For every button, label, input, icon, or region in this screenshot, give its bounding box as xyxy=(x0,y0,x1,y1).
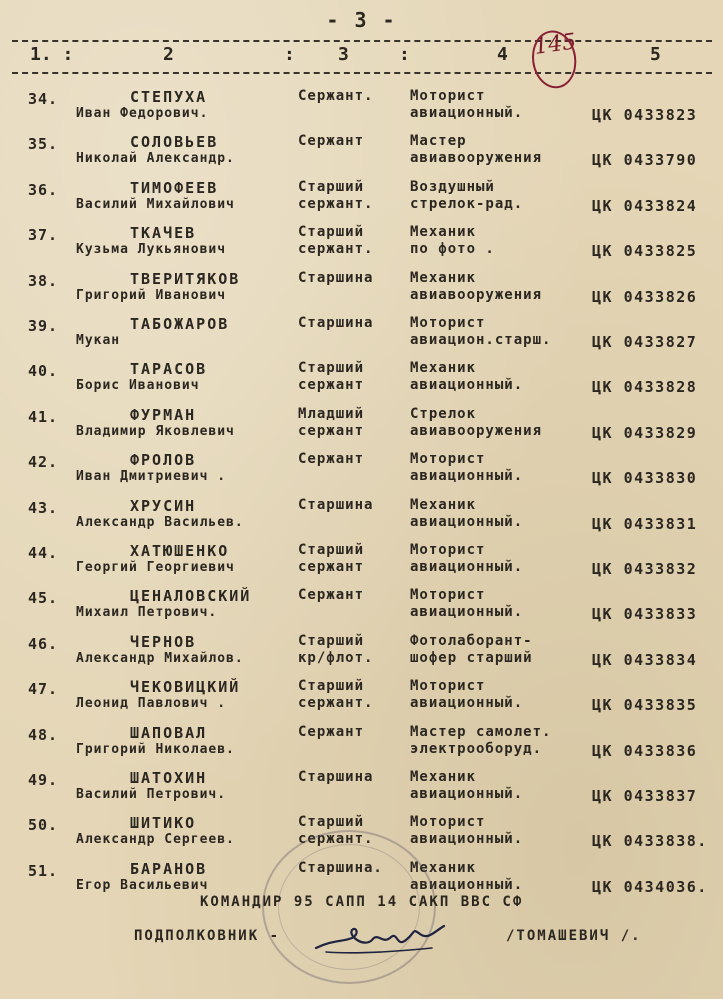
surname: ТИМОФЕЕВ xyxy=(130,179,219,197)
row-number: 40. xyxy=(28,362,59,380)
given-name: Егор Васильевич xyxy=(76,878,209,893)
archive-number-mark xyxy=(533,29,582,86)
card-number: ЦК 0433836 xyxy=(592,742,698,760)
card-number: ЦК 0433829 xyxy=(592,424,698,442)
position: Моторист авиацион.старш. xyxy=(410,315,552,348)
surname: ХАТЮШЕНКО xyxy=(130,542,230,560)
given-name: Михаил Петрович. xyxy=(76,605,218,620)
position: Механик авиационный. xyxy=(410,360,524,393)
surname: ШАТОХИН xyxy=(130,769,208,787)
row-number: 49. xyxy=(28,771,59,789)
surname: СТЕПУХА xyxy=(130,88,208,106)
row-number: 44. xyxy=(28,544,59,562)
position: Моторист авиационный. xyxy=(410,587,524,620)
handwritten-signature xyxy=(312,918,452,960)
given-name: Иван Федорович. xyxy=(76,106,209,121)
military-rank: Старшина xyxy=(298,315,374,331)
commander-line: КОМАНДИР 95 САПП 14 САКП ВВС СФ xyxy=(200,894,524,910)
given-name: Григорий Николаев. xyxy=(76,742,235,757)
table-row xyxy=(0,179,723,223)
column-header-sep-2: : xyxy=(399,44,410,65)
card-number: ЦК 0433827 xyxy=(592,333,698,351)
card-number: ЦК 0433830 xyxy=(592,469,698,487)
given-name: Александр Васильев. xyxy=(76,515,244,530)
given-name: Григорий Иванович xyxy=(76,288,227,303)
card-number: ЦК 0433832 xyxy=(592,560,698,578)
given-name: Александр Михайлов. xyxy=(76,651,244,666)
given-name: Иван Дмитриевич . xyxy=(76,469,227,484)
given-name: Василий Михайлович xyxy=(76,197,235,212)
position: Мастер самолет. электрооборуд. xyxy=(410,724,552,757)
table-row xyxy=(0,678,723,722)
surname: ФУРМАН xyxy=(130,406,197,424)
position: Моторист авиационный. xyxy=(410,678,524,711)
card-number: ЦК 0433833 xyxy=(592,605,698,623)
table-row xyxy=(0,406,723,450)
given-name: Владимир Яковлевич xyxy=(76,424,235,439)
position: Моторист авиационный. xyxy=(410,88,524,121)
surname: ШИТИКО xyxy=(130,814,197,832)
position: Стрелок авиавооружения xyxy=(410,406,543,439)
row-number: 51. xyxy=(28,862,59,880)
surname: ШАПОВАЛ xyxy=(130,724,208,742)
military-rank: Старшина xyxy=(298,769,374,785)
surname: ХРУСИН xyxy=(130,497,197,515)
row-number: 46. xyxy=(28,635,59,653)
given-name: Георгий Георгиевич xyxy=(76,560,235,575)
header-rule-top xyxy=(12,40,712,42)
row-number: 34. xyxy=(28,90,59,108)
surname: ФРОЛОВ xyxy=(130,451,197,469)
row-number: 50. xyxy=(28,816,59,834)
card-number: ЦК 0433790 xyxy=(592,151,698,169)
surname: ТВЕРИТЯКОВ xyxy=(130,270,241,288)
surname: ТАРАСОВ xyxy=(130,360,208,378)
row-number: 35. xyxy=(28,135,59,153)
card-number: ЦК 0433826 xyxy=(592,288,698,306)
military-rank: Старшина xyxy=(298,270,374,286)
column-header-sep: : xyxy=(284,44,295,65)
surname: ТАБОЖАРОВ xyxy=(130,315,230,333)
card-number: ЦК 0433837 xyxy=(592,787,698,805)
row-number: 37. xyxy=(28,226,59,244)
given-name: Леонид Павлович . xyxy=(76,696,227,711)
given-name: Кузьма Лукьянович xyxy=(76,242,227,257)
table-row xyxy=(0,497,723,541)
position: Моторист авиационный. xyxy=(410,542,524,575)
commander-rank: ПОДПОЛКОВНИК - xyxy=(134,928,281,944)
table-row xyxy=(0,724,723,768)
surname: ЧЕКОВИЦКИЙ xyxy=(130,678,241,696)
table-row xyxy=(0,224,723,268)
given-name: Василий Петрович. xyxy=(76,787,227,802)
row-number: 42. xyxy=(28,453,59,471)
card-number: ЦК 0433824 xyxy=(592,197,698,215)
military-rank: Старшина. xyxy=(298,860,383,876)
position: Моторист авиационный. xyxy=(410,451,524,484)
card-number: ЦК 0433828 xyxy=(592,378,698,396)
position: Механик по фото . xyxy=(410,224,495,257)
table-row xyxy=(0,133,723,177)
page-number: - 3 - xyxy=(326,8,397,32)
military-rank: Старший сержант. xyxy=(298,678,374,711)
position: Механик авиационный. xyxy=(410,497,524,530)
military-rank: Старший сержант xyxy=(298,542,365,575)
surname: БАРАНОВ xyxy=(130,860,208,878)
position: Фотолаборант- шофер старший xyxy=(410,633,533,666)
table-row xyxy=(0,633,723,677)
table-row xyxy=(0,270,723,314)
military-rank: Старший сержант xyxy=(298,360,365,393)
table-row xyxy=(0,88,723,132)
row-number: 36. xyxy=(28,181,59,199)
surname: ТКАЧЕВ xyxy=(130,224,197,242)
surname: ЦЕНАЛОВСКИЙ xyxy=(130,587,252,605)
military-rank: Младший сержант xyxy=(298,406,365,439)
card-number: ЦК 0433838. xyxy=(592,832,708,850)
military-rank: Старший сержант. xyxy=(298,224,374,257)
position: Мастер авиавооружения xyxy=(410,133,543,166)
military-rank: Старший кр/флот. xyxy=(298,633,374,666)
military-rank: Сержант xyxy=(298,133,365,149)
card-number: ЦК 0433823 xyxy=(592,106,698,124)
table-row xyxy=(0,769,723,813)
table-row xyxy=(0,360,723,404)
row-number: 48. xyxy=(28,726,59,744)
table-row xyxy=(0,587,723,631)
position: Воздушный стрелок-рад. xyxy=(410,179,524,212)
position: Механик авиационный. xyxy=(410,860,524,893)
military-rank: Старший сержант. xyxy=(298,179,374,212)
table-row xyxy=(0,542,723,586)
given-name: Николай Александр. xyxy=(76,151,235,166)
military-rank: Сержант xyxy=(298,587,365,603)
military-rank: Старший сержант. xyxy=(298,814,374,847)
column-header-1: 1. : xyxy=(30,44,74,65)
row-number: 45. xyxy=(28,589,59,607)
archive-mark-text: 145 xyxy=(532,29,578,60)
commander-name: /ТОМАШЕВИЧ /. xyxy=(506,928,642,944)
column-header-5: 5 xyxy=(650,44,661,65)
military-rank: Сержант xyxy=(298,724,365,740)
given-name: Александр Сергеев. xyxy=(76,832,235,847)
position: Моторист авиационный. xyxy=(410,814,524,847)
position: Механик авиавооружения xyxy=(410,270,543,303)
given-name: Борис Иванович xyxy=(76,378,200,393)
card-number: ЦК 0433834 xyxy=(592,651,698,669)
row-number: 41. xyxy=(28,408,59,426)
column-header-2: 2 xyxy=(163,44,174,65)
row-number: 47. xyxy=(28,680,59,698)
card-number: ЦК 0434036. xyxy=(592,878,708,896)
table-row xyxy=(0,451,723,495)
row-number: 43. xyxy=(28,499,59,517)
table-row xyxy=(0,315,723,359)
given-name: Мукан xyxy=(76,333,121,348)
position: Механик авиационный. xyxy=(410,769,524,802)
header-rule-bottom xyxy=(12,72,712,74)
card-number: ЦК 0433831 xyxy=(592,515,698,533)
column-header-4: 4 xyxy=(497,44,508,65)
card-number: ЦК 0433825 xyxy=(592,242,698,260)
column-header-3: 3 xyxy=(338,44,349,65)
military-rank: Старшина xyxy=(298,497,374,513)
military-rank: Сержант. xyxy=(298,88,374,104)
row-number: 38. xyxy=(28,272,59,290)
surname: ЧЕРНОВ xyxy=(130,633,197,651)
military-rank: Сержант xyxy=(298,451,365,467)
row-number: 39. xyxy=(28,317,59,335)
card-number: ЦК 0433835 xyxy=(592,696,698,714)
surname: СОЛОВЬЕВ xyxy=(130,133,219,151)
